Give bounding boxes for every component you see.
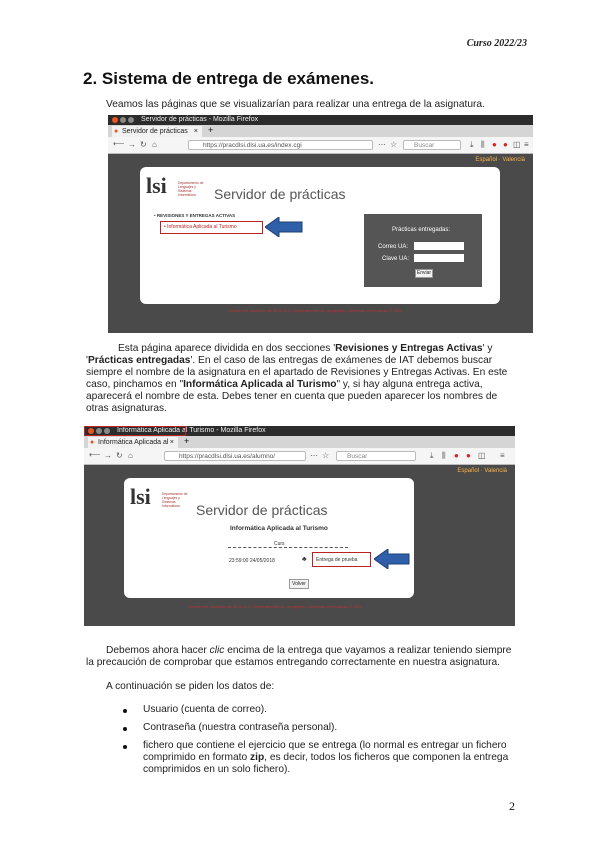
minimize-window-button[interactable] (120, 117, 126, 123)
adblock-icon[interactable]: ● (503, 140, 508, 149)
page-footer: Servidor de prácticas del DLSI v2.0 | Departamento de Lenguajes y Sistemas Informáticos © 2022 (228, 308, 403, 313)
page-number: 2 (509, 799, 515, 813)
lsi-logo: lsi (146, 173, 167, 198)
screenshot-server-home (108, 115, 533, 333)
tab-bar (108, 125, 533, 137)
sidebar-icon[interactable]: ◫ (478, 451, 486, 460)
site-title: Servidor de prácticas (214, 186, 346, 202)
bookmark-star-icon[interactable]: ☆ (322, 451, 330, 460)
bullet-file-line2: comprimido en formato zip, es decir, todos los ficheros que componen la entrega (143, 752, 509, 763)
para3-line1: Debemos ahora hacer clic encima de la entrega que vayamos a realizar teniendo siempre (106, 645, 512, 656)
maximize-window-button[interactable] (128, 117, 134, 123)
password-label: Clave UA: (382, 256, 410, 262)
para2-line1: Esta página aparece dividida en dos secciones 'Revisiones y Entregas Activas' y (118, 343, 493, 354)
menu-icon[interactable]: ≡ (524, 140, 529, 149)
new-tab-icon[interactable]: + (208, 125, 214, 135)
content-panel (140, 167, 500, 304)
bullet-file-line1: fichero que contiene el ejercicio que se entrega (lo normal es entregar un fichero (143, 740, 507, 751)
course-header: Curso 2022/23 (466, 38, 527, 49)
download-icon[interactable]: ⤓ (430, 451, 434, 460)
forward-icon[interactable]: → (104, 451, 112, 460)
window-titlebar (108, 115, 533, 125)
sidebar-icon[interactable]: ◫ (513, 140, 521, 149)
reload-icon[interactable]: ↻ (116, 451, 123, 460)
addon-icon[interactable]: ● (492, 140, 497, 149)
search-input[interactable]: Buscar (336, 451, 416, 461)
site-title: Servidor de prácticas (196, 502, 328, 518)
download-icon[interactable]: ⤓ (470, 140, 474, 149)
title-highlight-box (84, 426, 186, 436)
reload-icon[interactable]: ↻ (140, 140, 147, 149)
addon-icon[interactable]: ● (454, 451, 459, 460)
email-field[interactable] (414, 242, 464, 250)
para2-line3: siempre el nombre de la asignatura en el apartado de Revisiones y Entregas Activas. En este (86, 367, 508, 378)
dashed-divider (228, 547, 348, 548)
tab-label: Informática Aplicada al (98, 439, 169, 446)
subject-link[interactable]: • Informática Aplicada al Turismo (164, 224, 237, 230)
tab-label: Servidor de prácticas (122, 128, 188, 135)
bullet-marker (123, 727, 127, 731)
firefox-icon: ● (114, 128, 119, 135)
login-box (364, 214, 482, 287)
url-field[interactable]: https://pracdlsi.dlsi.ua.es/alumno/ (164, 451, 306, 461)
bullet-marker (123, 709, 127, 713)
new-tab-icon[interactable]: + (184, 436, 190, 446)
logo-subtitle: Departamento de Lenguajes y Sistemas Informáticos (162, 492, 188, 508)
window-titlebar (84, 426, 515, 436)
back-button[interactable]: Volver (289, 579, 309, 589)
bullet-user: Usuario (cuenta de correo). (143, 704, 268, 715)
language-links[interactable]: Español · Valencià (457, 468, 507, 474)
para2-line5: aparecerá el nombre de esta. Debes tener en cuenta que pueden aparecer los nombres de (86, 391, 498, 402)
logo-subtitle: Departamento de Lenguajes y Sistemas Informáticos (178, 181, 204, 197)
deadline-date: 23:59:00 24/05/2018 (229, 558, 275, 564)
menu-icon[interactable]: ≡ (500, 451, 505, 460)
tab-bar (84, 436, 515, 448)
content-panel (124, 478, 414, 598)
adblock-icon[interactable]: ● (466, 451, 471, 460)
browser-tab[interactable] (88, 437, 178, 448)
close-window-button[interactable] (112, 117, 118, 123)
menu-heading: • REVISIONES Y ENTREGAS ACTIVAS (154, 213, 236, 218)
intro-paragraph: Veamos las páginas que se visualizarían para realizar una entrega de la asignatura. (106, 99, 485, 110)
home-icon[interactable]: ⌂ (128, 451, 133, 460)
language-links[interactable]: Español · Valencià (475, 157, 525, 163)
subject-title: Informática Aplicada al Turismo (230, 525, 328, 532)
lsi-logo: lsi (130, 484, 151, 509)
para2-line6: otras asignaturas. (86, 403, 167, 414)
back-icon[interactable]: ⟵ (113, 139, 125, 148)
nav-bar (108, 137, 533, 154)
send-button[interactable]: Enviar (416, 270, 432, 276)
password-field[interactable] (414, 254, 464, 262)
window-title: Servidor de prácticas - Mozilla Firefox (141, 116, 259, 123)
bullet-password: Contraseña (nuestra contraseña personal). (143, 722, 338, 733)
page-actions-icon[interactable]: ⋯ (310, 451, 318, 460)
page-actions-icon[interactable]: ⋯ (378, 140, 386, 149)
user-label: Correo UA: (378, 244, 409, 250)
entry-link[interactable]: Entrega de prueba (316, 557, 358, 563)
para3-line2: la precaución de comprobar que estamos entregando correctamente en nuestra asignatura. (86, 657, 500, 668)
forward-icon[interactable]: → (128, 140, 136, 149)
download-icon[interactable]: ♣ (302, 556, 307, 563)
close-tab-icon[interactable]: × (193, 128, 198, 135)
library-icon[interactable]: ⫼ (481, 140, 485, 149)
nav-bar (84, 448, 515, 465)
screenshot-subject-page (84, 426, 515, 626)
blue-arrow-icon (265, 217, 303, 237)
search-input[interactable]: Buscar (403, 140, 461, 150)
bullet-marker (123, 745, 127, 749)
firefox-icon: ● (90, 439, 95, 446)
column-header: Curs (274, 541, 285, 547)
close-tab-icon[interactable]: × (169, 439, 174, 446)
section-title: 2. Sistema de entrega de exámenes. (83, 69, 375, 88)
blue-arrow-icon (374, 549, 410, 569)
bullet-file-line3: comprimidos en un solo fichero). (143, 764, 291, 775)
login-title: Prácticas entregadas: (392, 227, 451, 233)
para4: A continuación se piden los datos de: (106, 681, 275, 692)
bookmark-star-icon[interactable]: ☆ (390, 140, 398, 149)
browser-tab[interactable] (112, 126, 202, 137)
para2-line2: 'Prácticas entregadas'. En el caso de las entregas de exámenes de IAT debemos buscar (86, 355, 493, 366)
window-title: Informática Aplicada al Turismo - Mozilla Firefox (117, 427, 266, 434)
page-footer: Servidor de prácticas del DLSI v2.0 | Departamento de Lenguajes y Sistemas Informáticos © 2022 (188, 604, 363, 609)
back-icon[interactable]: ⟵ (89, 450, 101, 459)
library-icon[interactable]: ⫼ (442, 451, 446, 460)
home-icon[interactable]: ⌂ (152, 140, 157, 149)
url-field[interactable]: https://pracdlsi.dlsi.ua.es/index.cgi (188, 140, 373, 150)
para2-line4: caso, pinchamos en "Informática Aplicada al Turismo" y, si hay alguna entrega activa, (86, 379, 483, 390)
